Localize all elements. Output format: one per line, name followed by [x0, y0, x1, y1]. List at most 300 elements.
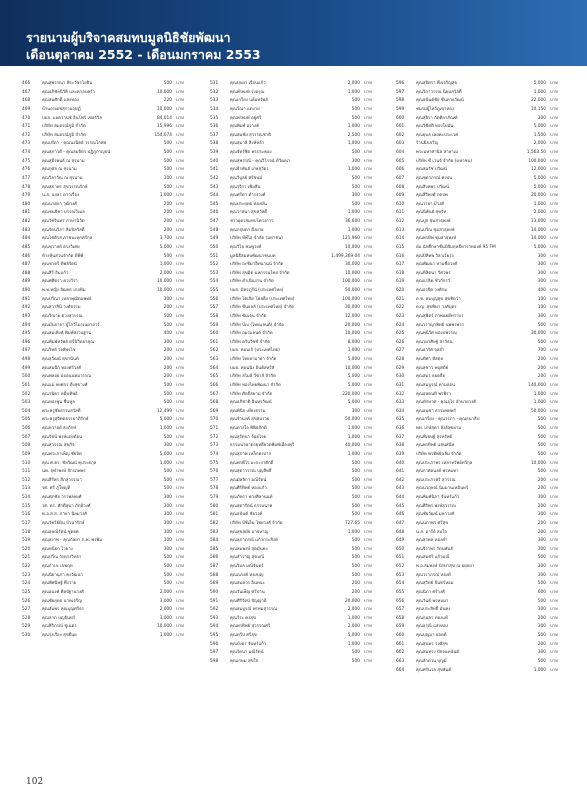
donor-unit: บาท [176, 219, 184, 224]
donor-amount: 5,000 [159, 244, 172, 250]
donor-number: 572 [210, 434, 219, 440]
donor-unit: บาท [176, 357, 184, 362]
donor-number: 486 [22, 253, 31, 259]
donor-row [396, 287, 566, 296]
donor-number: 599 [396, 106, 405, 112]
donor-amount: 200 [163, 227, 172, 233]
donor-name: บมจ. คอมเก้ (ประเทศไทย) [230, 348, 280, 354]
donor-row [396, 598, 566, 607]
donor-row [210, 442, 380, 451]
donor-row [396, 572, 566, 581]
donor-name: คุณปูจ ชุมสาธุพงษ์ [416, 219, 451, 224]
donor-row [210, 554, 380, 563]
donor-name: คุณวาสนา สุขสวัสดิ์ [230, 210, 268, 216]
donor-amount: 30,000 [530, 331, 546, 337]
donor-name: คุณจัทร์ชิต พรประคอง [230, 150, 272, 155]
donor-amount: 10,000 [156, 106, 172, 112]
donor-number: 507 [22, 434, 31, 440]
donor-row [210, 382, 380, 391]
donor-number: 543 [210, 184, 219, 190]
donor-row [396, 434, 566, 443]
donor-amount: 200 [163, 305, 172, 311]
donor-number: 579 [210, 495, 219, 500]
donor-name: คุณทิลิตนา วิศวพร [416, 270, 451, 276]
donor-unit: บาท [364, 279, 372, 285]
donor-name: คุณวิภาวรรณ นิยมสวัสดิ์ [416, 89, 462, 95]
donor-unit: บาท [550, 348, 558, 354]
donor-amount: 10,000 [344, 365, 360, 371]
donor-unit: บาท [550, 382, 558, 388]
donor-number: 511 [22, 469, 31, 475]
donor-amount: 400 [537, 288, 546, 293]
donor-unit: บาท [176, 460, 184, 466]
donor-number: 474 [22, 150, 31, 155]
donor-row [396, 270, 566, 279]
donor-row [210, 589, 380, 598]
donor-unit: บาท [364, 270, 372, 276]
donor-number: 609 [396, 193, 405, 199]
donor-amount: 10,150 [530, 106, 546, 112]
donor-amount: 22,000 [530, 98, 546, 104]
donor-unit: บาท [176, 365, 184, 371]
donor-amount: 5,000 [533, 184, 546, 190]
donor-amount: 5,000 [347, 400, 360, 406]
donor-amount: 12,000 [344, 313, 360, 319]
donor-row [22, 451, 192, 460]
donor-number: 525 [22, 589, 31, 595]
donor-name: นพ. จุฬาพงษ์ จักรภพพร [42, 469, 86, 475]
donor-name: คุณแรลิค ชีวกักรว์ [416, 279, 451, 285]
donor-name: บริษัท สมอรณ์ภูมิ จำกัด [42, 124, 86, 130]
donor-number: 540 [210, 158, 219, 164]
donor-row [210, 460, 380, 469]
donor-unit: บาท [550, 98, 558, 104]
donor-number: 483 [22, 227, 31, 233]
donor-number: 603 [396, 141, 405, 147]
donor-amount: 500 [351, 150, 360, 155]
donor-amount: 727.65 [344, 520, 360, 526]
donor-number: 564 [210, 365, 219, 371]
donor-number: 467 [22, 89, 31, 95]
donor-unit: บาท [550, 227, 558, 233]
donor-unit: บาท [364, 158, 372, 164]
donor-amount: 1,000 [347, 529, 360, 535]
donor-amount: 50,000 [530, 408, 546, 414]
donor-row [396, 244, 566, 253]
donor-name: คุณเกรียง - คุณวรภา - คุณธนาธิป [416, 417, 480, 423]
donor-name: คุณทักษาศ - คุณอุไร อำนวยวงศ์ [416, 400, 476, 406]
donor-row [396, 356, 566, 365]
donor-name: คุณหวาลย์ สงภักษ์ [42, 426, 77, 431]
donor-unit: บาท [176, 477, 184, 483]
donor-name: คุณชุดาภรณ์ คงปน [416, 175, 453, 181]
donor-unit: บาท [364, 339, 372, 345]
donor-unit: บาท [364, 201, 372, 207]
donor-name: คุณพรทิพย์ แสนสนิท [416, 443, 455, 449]
donor-number: 491 [22, 296, 31, 302]
donor-number: 602 [396, 132, 405, 138]
donor-number: 651 [396, 555, 405, 561]
donor-unit: บาท [364, 253, 372, 259]
donor-unit: บาท [550, 408, 558, 414]
donor-name: คุณสุภาพร สุขวรรณรักษ์ [42, 184, 88, 190]
donor-name: คุณวยาศิษฐ์ สาวัธน [416, 339, 453, 345]
donor-amount: 1,000 [347, 89, 360, 95]
donor-name: คุณลาภ บุญจันทร์ [42, 615, 76, 621]
donor-name: บมจ. แอดวานซ์ อินโฟร์ เซอร์วิส [42, 115, 102, 121]
donor-row [210, 606, 380, 615]
donor-amount: 50,000 [344, 417, 360, 423]
donor-amount: 1,000 [533, 89, 546, 95]
donor-unit: บาท [364, 244, 372, 250]
donor-unit: บาท [364, 357, 372, 362]
donor-name: คุณพระภาเพ็ญ ชัยบิต [42, 451, 82, 457]
donor-row [396, 347, 566, 356]
donor-name: คุณนวฤษณ์ นิมมานเหมินทร์ [416, 486, 469, 492]
donor-row [396, 425, 566, 434]
donor-number: 514 [22, 495, 31, 500]
donor-unit: บาท [550, 219, 558, 224]
donor-unit: บาท [550, 236, 558, 242]
donor-number: 488 [22, 270, 31, 276]
donor-row [210, 184, 380, 193]
donor-name: คุณศิริทิพย์ ทองแก้ว [230, 486, 267, 492]
donor-unit: บาท [176, 184, 184, 190]
donor-unit: บาท [550, 132, 558, 138]
donor-unit: บาท [176, 158, 184, 164]
donor-number: 586 [210, 555, 219, 561]
donor-amount: 300 [537, 262, 546, 268]
donor-number: 524 [22, 581, 31, 587]
donor-number: 616 [396, 253, 405, 259]
donor-number: 478 [22, 184, 31, 190]
donor-row [210, 494, 380, 503]
donor-number: 469 [22, 106, 31, 112]
donor-amount: 10,000 [530, 227, 546, 233]
donor-name: คุณศรีนวล สุขสันต์ [416, 667, 452, 673]
donor-name: คุณประภาศรี สุวรรณ [416, 477, 456, 483]
donor-unit: บาท [176, 322, 184, 328]
donor-number: 542 [210, 175, 219, 181]
donor-number: 473 [22, 141, 31, 147]
donor-number: 567 [210, 391, 219, 397]
donor-number: 569 [210, 408, 219, 414]
donor-amount: 500 [351, 658, 360, 664]
donor-amount: 1,000 [159, 193, 172, 199]
donor-name: คุณพีรพงษ์ รุ่งอรุณ [230, 89, 265, 95]
donor-row [210, 356, 380, 365]
donor-number: 523 [22, 572, 31, 578]
donor-row [396, 304, 566, 313]
donor-row [22, 339, 192, 348]
donor-amount: 200 [163, 201, 172, 207]
donor-amount: 154,074 [154, 132, 172, 138]
donor-name: คุณสำราญ สุขมณี [230, 555, 265, 561]
donor-amount: 220,000 [342, 391, 360, 397]
donor-number: 539 [210, 150, 219, 155]
donor-number: 590 [210, 589, 219, 595]
donor-number: 636 [396, 426, 405, 431]
donor-unit: บาท [176, 339, 184, 345]
donor-row [396, 606, 566, 615]
donor-amount: 300 [163, 339, 172, 345]
donor-name: คุณสิรี อิ่มแก้ว [42, 270, 69, 276]
donor-amount: 500 [163, 253, 172, 259]
donor-number: 613 [396, 227, 405, 233]
donor-unit: บาท [550, 607, 558, 613]
donor-number: 598 [396, 98, 405, 104]
donor-name: คุณศศิตรา ควงวีรา [42, 279, 78, 285]
donor-amount: 1,000 [533, 667, 546, 673]
donor-unit: บาท [176, 391, 184, 397]
donor-row [22, 106, 192, 115]
donor-unit: บาท [364, 288, 372, 293]
donor-amount: 5,000 [347, 374, 360, 380]
donor-unit: บาท [176, 538, 184, 544]
donor-unit: บาท [364, 451, 372, 457]
donor-row [396, 322, 566, 331]
donor-name: คุณยุบล เลอคะประเวศ [416, 132, 458, 138]
donor-name: บริษัท โตเกิด โฮลดิ้ง (ประเทศไทย) [230, 296, 295, 302]
donor-number: 487 [22, 262, 31, 268]
donor-unit: บาท [550, 615, 558, 621]
donor-amount: 100 [163, 538, 172, 544]
donor-number: 596 [396, 81, 405, 86]
donor-number: 663 [396, 658, 405, 664]
donor-number: 653 [396, 572, 405, 578]
donor-amount: 500 [351, 564, 360, 569]
donor-row [22, 546, 192, 555]
donor-number: 646 [396, 512, 405, 518]
donor-row [22, 442, 192, 451]
donor-unit: บาท [176, 615, 184, 621]
donor-amount: 10,000 [156, 624, 172, 630]
donor-amount: 500 [351, 486, 360, 492]
donor-name: คุณนภาพร ศรีสุข [416, 520, 449, 526]
donor-number: 532 [210, 89, 219, 95]
donor-name: คุณพินิจ เที่ยงธรรม [230, 408, 266, 414]
donor-row [22, 89, 192, 98]
donor-row [210, 235, 380, 244]
donor-amount: 500 [351, 546, 360, 552]
donor-amount: 300 [537, 512, 546, 518]
donor-name: พระมหาศานิล สาลาเม [416, 150, 458, 155]
donor-row [396, 218, 566, 227]
donor-amount: 2,000 [347, 624, 360, 630]
donor-name: บริษัท อะชิมาอิทนานน์ จำกัด [230, 262, 284, 268]
donor-name: คุณอรจิต วงศ์กม [416, 288, 448, 293]
donor-row [396, 123, 566, 132]
donor-row [210, 106, 380, 115]
donor-name: บริษัท สุขุมิต มหกรรมไทย จำกัด [230, 270, 290, 276]
donor-number: 637 [396, 434, 405, 440]
donor-number: 657 [396, 607, 405, 613]
donor-number: 606 [396, 167, 405, 173]
donor-amount: 50,000 [344, 288, 360, 293]
donor-name: คุณชัยวัฒน์ มหาวงศ์ [416, 512, 455, 518]
donor-unit: บาท [550, 529, 558, 535]
donor-row [396, 373, 566, 382]
donor-row [210, 546, 380, 555]
donor-unit: บาท [364, 520, 372, 526]
donor-name: คุณธีรพันธ์ เกษสุวัตร [230, 167, 269, 173]
donor-amount: 500 [351, 115, 360, 121]
donor-name: คุณทิศา ทัสตุล [416, 357, 444, 362]
donor-number: 593 [210, 615, 219, 621]
donor-row [210, 477, 380, 486]
donor-row [396, 166, 566, 175]
donor-amount: 12,000 [530, 167, 546, 173]
donor-name: คุณบังอร จันทร์แก้ว [230, 641, 267, 647]
donor-amount: 10,000 [344, 331, 360, 337]
donor-amount: 3,000 [159, 615, 172, 621]
donor-number: 477 [22, 175, 31, 181]
donor-amount: 300 [537, 538, 546, 544]
donor-amount: 200 [163, 210, 172, 216]
donor-number: 561 [210, 339, 219, 345]
donor-name: ต่อ.นักศึกษาชั้นปีสัมฤทธิ์ทาราทองค์ 95 FM [416, 244, 496, 250]
donor-amount: 1,000 [347, 348, 360, 354]
donor-unit: บาท [364, 641, 372, 647]
donor-unit: บาท [364, 512, 372, 518]
donor-number: 546 [210, 210, 219, 216]
donor-number: 650 [396, 546, 405, 552]
donor-amount: 1,000 [159, 460, 172, 466]
donor-amount: 300 [163, 546, 172, 552]
donor-unit: บาท [550, 633, 558, 638]
donor-amount: 300 [537, 650, 546, 656]
donor-unit: บาท [364, 124, 372, 130]
donor-name: คุณดวงใจ พิพิธภักดี [230, 426, 267, 431]
donor-row [22, 425, 192, 434]
donor-row [396, 313, 566, 322]
donor-number: 574 [210, 451, 219, 457]
donor-unit: บาท [364, 150, 372, 155]
donor-unit: บาท [364, 546, 372, 552]
donor-name: คุณสุพรรณา พิระวัชรโยธิน [42, 81, 93, 86]
donor-unit: บาท [550, 520, 558, 526]
donor-row [210, 468, 380, 477]
donor-number: 535 [210, 115, 219, 121]
donor-name: คุณอนงค์ ศิลป์ฐานวงศ์ [42, 589, 84, 595]
donor-row [396, 192, 566, 201]
donor-number: 566 [210, 382, 219, 388]
donor-number: 589 [210, 581, 219, 587]
donor-unit: บาท [550, 434, 558, 440]
donor-number: 504 [22, 408, 31, 414]
donor-amount: 300 [537, 253, 546, 259]
donor-name: คุณสมควร อินทนะ [230, 581, 265, 587]
donor-name: คุณศิริรัตน์ ปัญญาดี [230, 598, 267, 604]
donor-name: คุณปวีณ วังทรงวิทยา [42, 555, 82, 561]
donor-number: 597 [396, 89, 405, 95]
donor-name: คุณพิมพ์ทรัพย์ ตรีนิวิทยาคุณ [42, 339, 95, 345]
donor-number: 521 [22, 555, 31, 561]
donor-amount: 100,000 [528, 158, 546, 164]
donor-unit: บาท [550, 322, 558, 328]
donor-amount: 300 [537, 546, 546, 552]
donor-amount: 10,000 [344, 244, 360, 250]
donor-amount: 10,000 [530, 460, 546, 466]
donor-row [210, 244, 380, 253]
donor-number: 582 [210, 520, 219, 526]
donor-number: 627 [396, 348, 405, 354]
donor-unit: บาท [364, 89, 372, 95]
donor-row [22, 382, 192, 391]
donor-number: 664 [396, 667, 405, 673]
donor-number: 528 [22, 615, 31, 621]
donor-name: คุณอัมพร คุณบุญศรีธร [42, 607, 84, 613]
donor-unit: บาท [176, 296, 184, 302]
donor-name: คุณสมพงษ์ สุดมั่นคง [230, 546, 268, 552]
donor-row [22, 158, 192, 167]
donor-row [22, 132, 192, 141]
donor-unit: บาท [550, 175, 558, 181]
donor-number: 481 [22, 210, 31, 216]
donor-amount: 500 [163, 184, 172, 190]
donor-number: 624 [396, 322, 405, 328]
donor-row [22, 123, 192, 132]
donor-name: คุณสงาพ - คุณกัลยา ภ.พ. พรพิม [42, 538, 103, 544]
donor-name: คุณวันดี พรหมมา [416, 598, 449, 604]
donor-row [396, 158, 566, 167]
donor-name: คุณรัตนา มณีรัตน์ [230, 650, 264, 656]
donor-row [22, 408, 192, 417]
donor-amount: 5,000 [533, 244, 546, 250]
donor-row [396, 382, 566, 391]
donor-unit: บาท [176, 98, 184, 104]
donor-amount: 500 [163, 486, 172, 492]
donor-name: คุณบุบผา เรือนแก้ว [230, 81, 266, 86]
donor-number: 583 [210, 529, 219, 535]
donor-amount: 200 [163, 219, 172, 224]
donor-name: คุณพรพิไร มะกะงาศักดิ์ [230, 460, 274, 466]
donor-amount: 500 [163, 564, 172, 569]
donor-amount: 500 [537, 434, 546, 440]
donor-name: คุณสุพิตร์ ภาพแยตีทราบร [416, 313, 464, 319]
donor-row [210, 416, 380, 425]
donor-number: 601 [396, 124, 405, 130]
donor-name: คุณลำดวน บุญมี [416, 658, 447, 664]
donor-unit: บาท [550, 469, 558, 475]
donor-row [210, 166, 380, 175]
donor-name: บริษัท บีซีเอ็ม ไชยวงศ์ จำกัด [230, 520, 283, 526]
donor-row [210, 615, 380, 624]
donor-name: คุณวราญาพิทย์ นพพรพรร [416, 322, 464, 328]
donor-number: 560 [210, 331, 219, 337]
donor-row [210, 503, 380, 512]
donor-row [22, 537, 192, 546]
donor-row [22, 460, 192, 469]
donor-amount: 500 [351, 477, 360, 483]
donor-number: 604 [396, 150, 405, 155]
donor-number: 494 [22, 322, 31, 328]
donor-row [396, 468, 566, 477]
donor-unit: บาท [550, 460, 558, 466]
donor-number: 594 [210, 624, 219, 630]
donor-number: 479 [22, 193, 31, 199]
donor-amount: 500 [351, 106, 360, 112]
donor-number: 501 [22, 382, 31, 388]
donor-amount: 1,000 [347, 141, 360, 147]
donor-unit: บาท [176, 331, 184, 337]
donor-name: คุณสุวรรณ สุขกิจ [42, 443, 75, 449]
donor-number: 476 [22, 167, 31, 173]
donor-number: 497 [22, 348, 31, 354]
donor-row [210, 408, 380, 417]
donor-number: 661 [396, 641, 405, 647]
donor-amount: 500 [163, 167, 172, 173]
